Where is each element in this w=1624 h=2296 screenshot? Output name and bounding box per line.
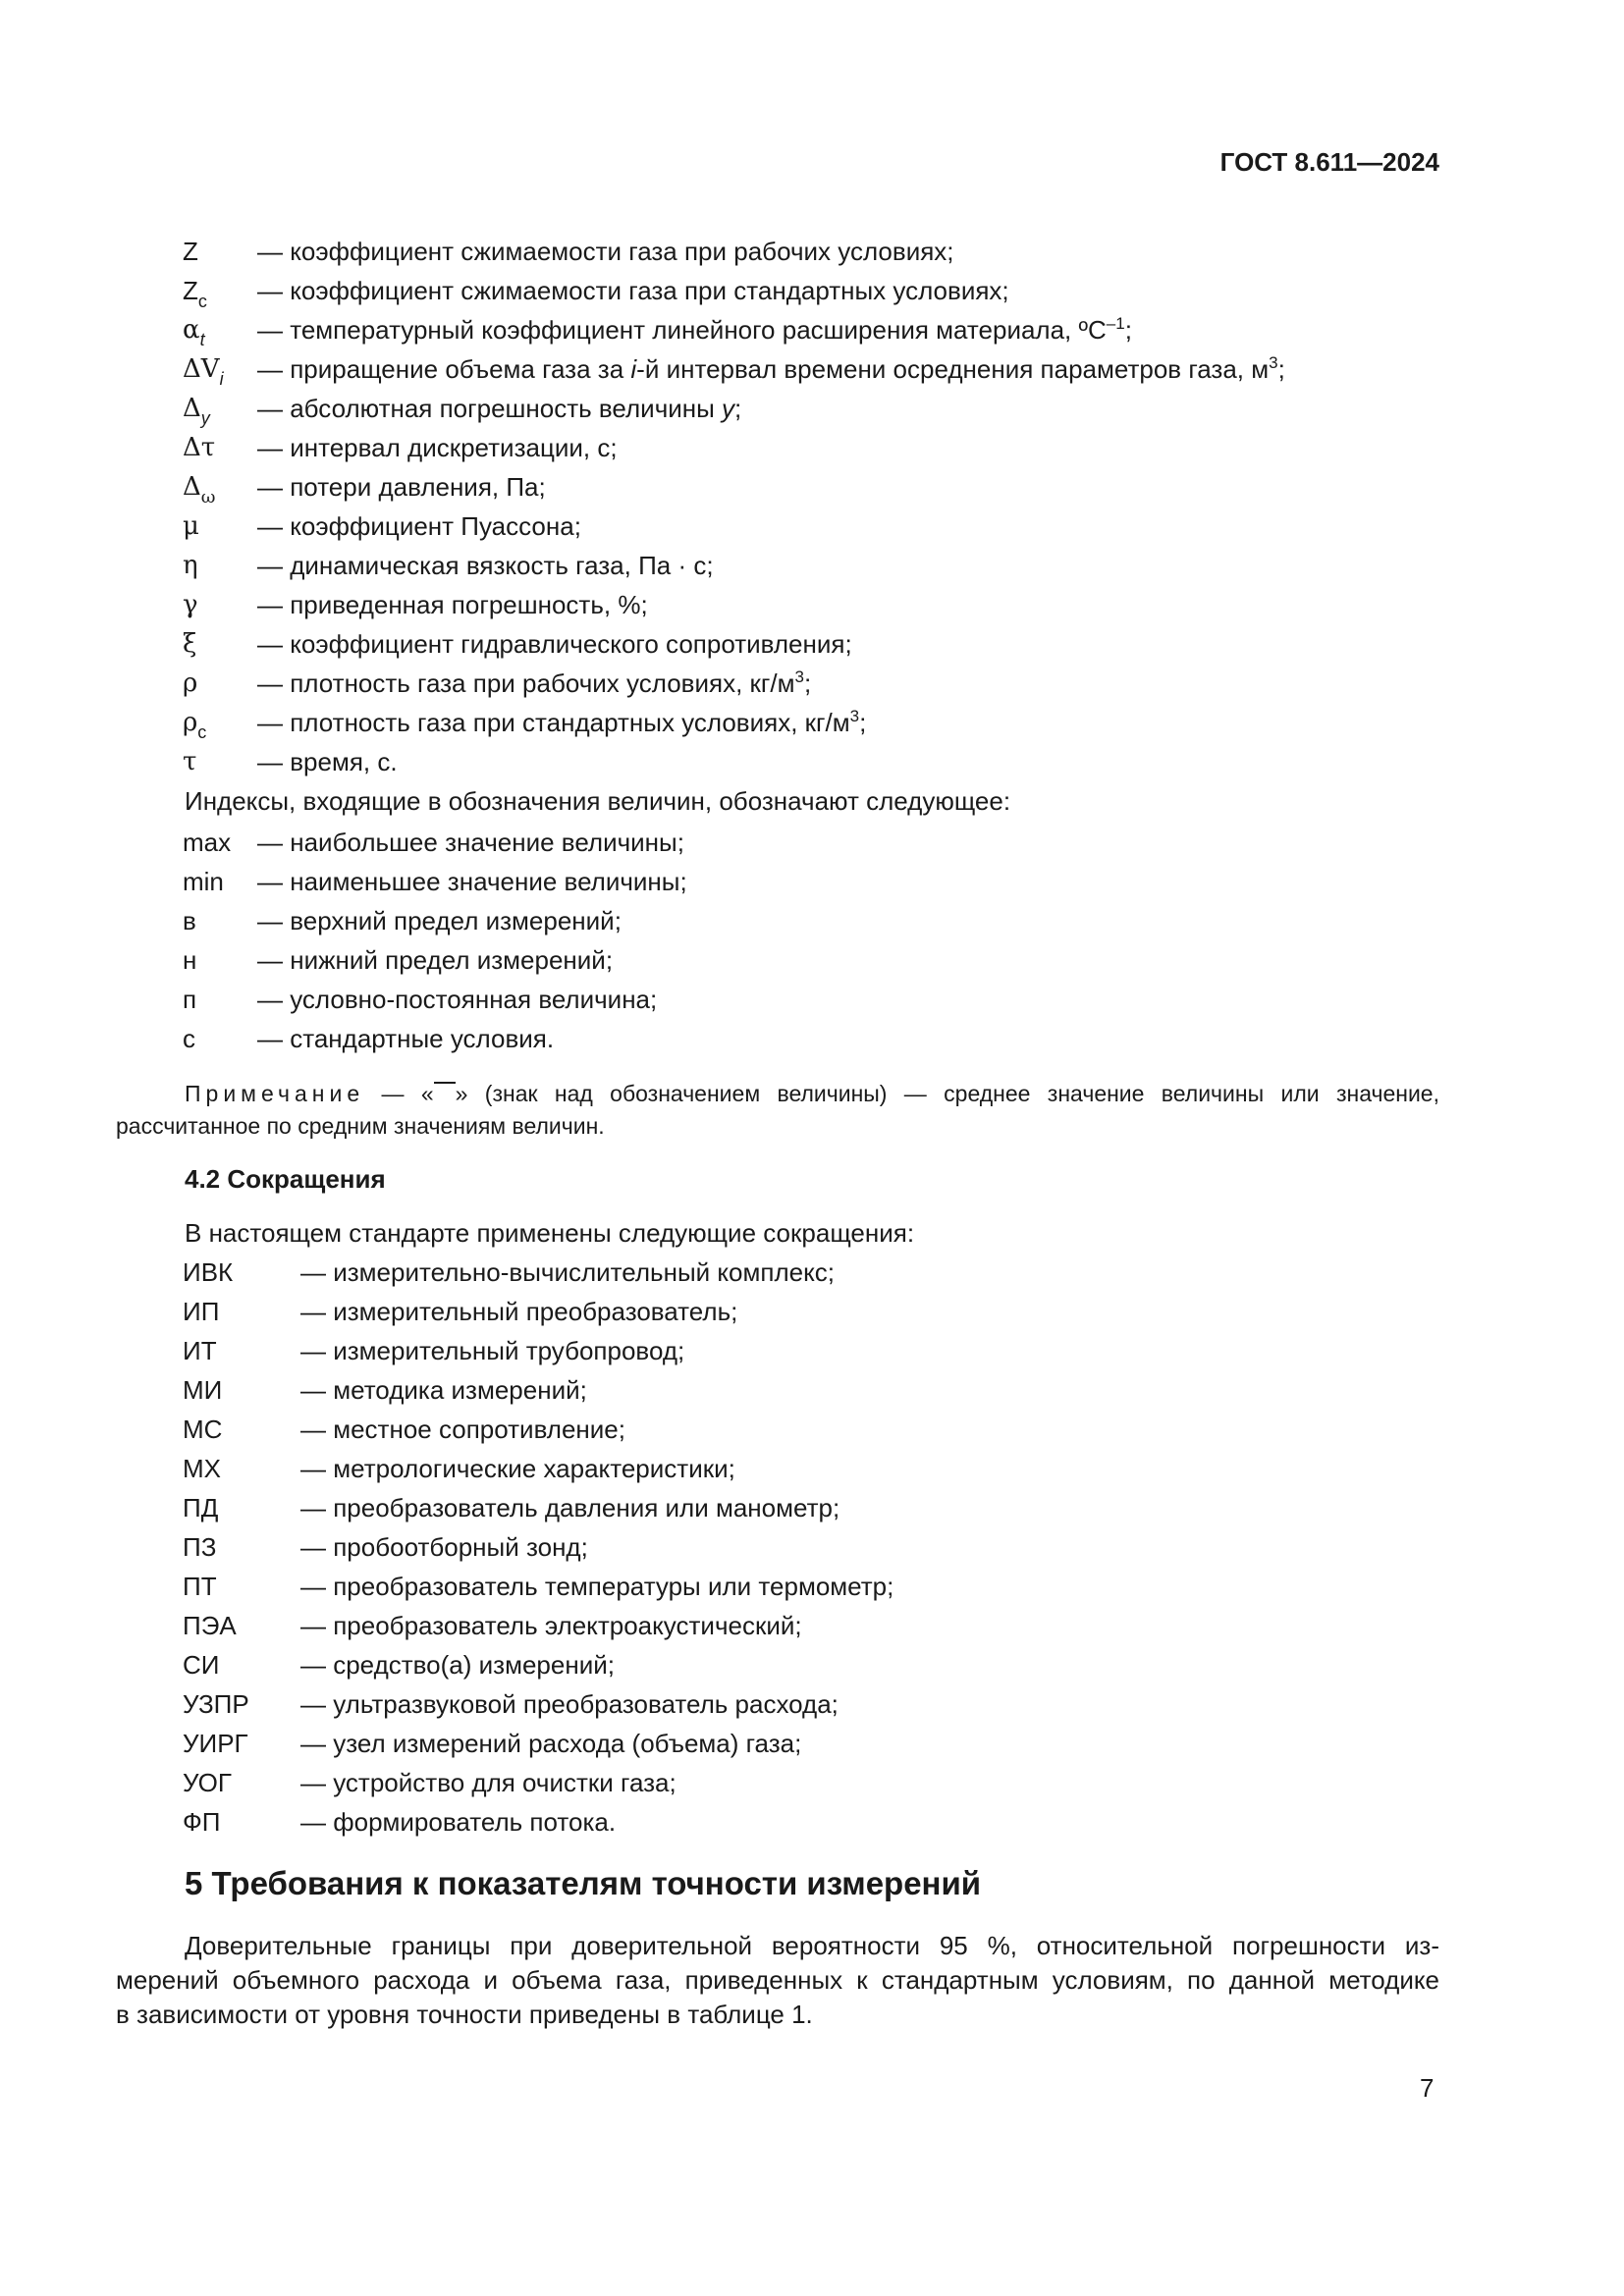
symbol: μ <box>183 511 199 541</box>
abbreviation-definition: — средство(а) измерений; <box>300 1650 615 1680</box>
abbreviation: ПД <box>183 1493 219 1522</box>
overbar-sign-icon <box>434 1082 456 1097</box>
indices-intro: Индексы, входящие в обозначения величин, обозначают следующее: <box>185 786 1011 816</box>
index-symbol: min <box>183 867 224 896</box>
symbol-definition: — коэффициент гидравлического сопротивления; <box>257 629 852 659</box>
index-definition: — условно-постоянная величина; <box>257 985 658 1014</box>
section-4-2-title: 4.2 Сокращения <box>185 1164 386 1194</box>
symbol: ξ <box>183 629 197 659</box>
abbreviation: УЗПР <box>183 1689 249 1719</box>
symbol-definition: — время, с. <box>257 747 398 776</box>
abbreviation: МИ <box>183 1375 223 1405</box>
section-5-title: 5 Требования к показателям точности измерений <box>185 1865 982 1901</box>
page-number: 7 <box>1420 2073 1435 2103</box>
abbreviation-definition: — измерительно-вычислительный комплекс; <box>300 1257 835 1287</box>
abbreviation: УИРГ <box>183 1729 248 1758</box>
abbreviation-definition: — измерительный преобразователь; <box>300 1297 738 1326</box>
abbreviation: МС <box>183 1415 223 1444</box>
symbol-definition: — абсолютная погрешность величины y; <box>257 394 742 423</box>
symbol: Δτ <box>183 433 216 462</box>
index-definition: — стандартные условия. <box>257 1024 555 1053</box>
abbreviation: ИП <box>183 1297 220 1326</box>
abbreviation: ПТ <box>183 1572 217 1601</box>
symbol: τ <box>183 747 197 776</box>
symbol-definition: — плотность газа при рабочих условиях, $кг/м^3$; <box>257 667 812 698</box>
symbol-definition: — коэффициент сжимаемости газа при стандартных условиях; <box>257 276 1009 305</box>
paragraph-line: Доверительные границы при доверительной вероятности 95 %, относительной погрешности из- <box>185 1931 1439 1960</box>
abbreviation: ПЗ <box>183 1532 217 1562</box>
paragraph-line: мерений объемного расхода и объема газа, приведенных к стандартным условиям, по данной методике <box>116 1965 1439 1995</box>
abbreviation-definition: — формирователь потока. <box>300 1807 617 1837</box>
symbol-definition: — интервал дискретизации, с; <box>257 433 618 462</box>
abbreviation-definition: — устройство для очистки газа; <box>300 1768 677 1797</box>
abbreviation-definition: — методика измерений; <box>300 1375 587 1405</box>
index-symbol: п <box>183 985 197 1014</box>
symbol: Z <box>183 237 198 266</box>
symbol: $Z_с$ <box>183 276 207 311</box>
abbreviation: МХ <box>183 1454 221 1483</box>
symbol-definition: — температурный коэффициент линейного расширения материала, ºС$^{-1}$; <box>257 314 1132 345</box>
abbreviation: ФП <box>183 1807 221 1837</box>
abbreviation: ИВК <box>183 1257 234 1287</box>
note-line-2: рассчитанное по средним значениям величин. <box>116 1113 605 1139</box>
abbreviation-definition: — узел измерений расхода (объема) газа; <box>300 1729 802 1758</box>
symbol-definition: — потери давления, Па; <box>257 472 546 502</box>
paragraph-line: в зависимости от уровня точности приведены в таблице 1. <box>116 2000 813 2029</box>
note-label: Примечание <box>185 1081 365 1106</box>
abbreviation: ПЭА <box>183 1611 237 1640</box>
symbol-definition: — приращение объема газа за i-й интервал времени осреднения параметров газа, $м^3$; <box>257 353 1285 384</box>
symbol-definition: — плотность газа при стандартных условиях, $кг/м^3$; <box>257 707 867 737</box>
index-definition: — нижний предел измерений; <box>257 945 614 975</box>
abbreviation-definition: — метрологические характеристики; <box>300 1454 735 1483</box>
index-definition: — наименьшее значение величины; <box>257 867 687 896</box>
symbol: $\Delta_\omega$ <box>183 472 216 507</box>
symbol: $\alpha_t$ <box>183 315 205 349</box>
abbreviations-intro: В настоящем стандарте применены следующие сокращения: <box>185 1218 915 1248</box>
abbreviation: СИ <box>183 1650 220 1680</box>
index-symbol: в <box>183 906 196 935</box>
abbreviation-definition: — пробоотборный зонд; <box>300 1532 588 1562</box>
index-definition: — наибольшее значение величины; <box>257 828 684 857</box>
symbol: γ <box>183 590 198 619</box>
abbreviation-definition: — местное сопротивление; <box>300 1415 625 1444</box>
symbol: $\Delta V_i$ <box>183 354 224 389</box>
section-5-paragraph <box>116 1929 1439 2032</box>
symbol: $\Delta_y$ <box>183 394 210 428</box>
symbol-definition: — коэффициент сжимаемости газа при рабочих условиях; <box>257 237 954 266</box>
symbol: ρ <box>183 668 198 698</box>
symbol-definition: — коэффициент Пуассона; <box>257 511 581 541</box>
symbol-definition: — приведенная погрешность, %; <box>257 590 648 619</box>
abbreviation-definition: — преобразователь давления или манометр; <box>300 1493 840 1522</box>
abbreviation-definition: — преобразователь электроакустический; <box>300 1611 802 1640</box>
abbreviation-definition: — измерительный трубопровод; <box>300 1336 685 1365</box>
document-header-id: ГОСТ 8.611—2024 <box>1219 147 1439 177</box>
note-block <box>116 1078 1439 1143</box>
index-symbol: с <box>183 1024 195 1053</box>
symbol: $\rho_с$ <box>183 708 207 742</box>
note-line-1: Примечание — « » (знак над обозначением величины) — среднее значение величины или значение, <box>185 1081 1439 1106</box>
index-symbol: н <box>183 945 197 975</box>
symbol: η <box>183 551 198 580</box>
abbreviation-definition: — преобразователь температуры или термометр; <box>300 1572 894 1601</box>
index-symbol: max <box>183 828 232 857</box>
index-definition: — верхний предел измерений; <box>257 906 622 935</box>
symbol-definition: — динамическая вязкость газа, Па · с; <box>257 551 714 580</box>
abbreviation: ИТ <box>183 1336 217 1365</box>
abbreviation: УОГ <box>183 1768 232 1797</box>
abbreviation-definition: — ультразвуковой преобразователь расхода; <box>300 1689 839 1719</box>
